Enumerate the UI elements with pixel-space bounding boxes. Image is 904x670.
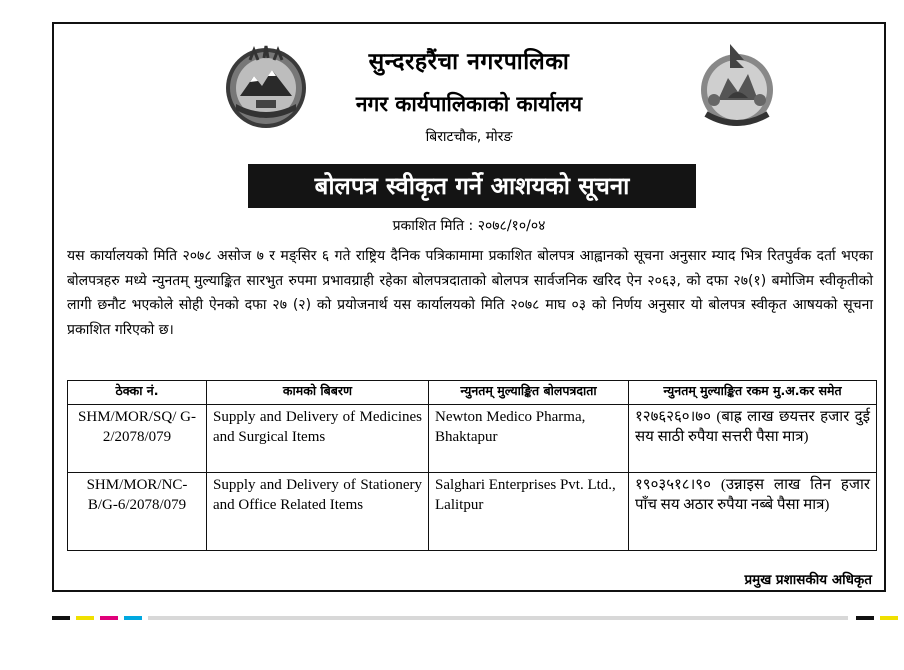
registration-mark <box>52 616 70 620</box>
registration-mark <box>148 616 848 620</box>
registration-mark <box>76 616 94 620</box>
amount-cell: १९०३५१८।९० (उन्नाइस लाख तिन हजार पाँच सय अठार रुपैया नब्बे पैसा मात्र) <box>629 473 877 551</box>
table-row <box>68 473 877 551</box>
org-name: सुन्दरहरैंचा नगरपालिका <box>368 48 570 75</box>
registration-mark <box>100 616 118 620</box>
contract-no-cell: SHM/MOR/SQ/ G-2/2078/079 <box>68 405 207 473</box>
bidder-cell: Newton Medico Pharma, Bhaktapur <box>429 405 629 473</box>
office-address: बिराटचौक, मोरङ <box>425 129 513 145</box>
notice-headline: बोलपत्र स्वीकृत गर्ने आशयको सूचना <box>248 164 696 208</box>
table-row <box>68 405 877 473</box>
signature-title: प्रमुख प्रशासकीय अधिकृत <box>744 572 872 588</box>
registration-mark <box>124 616 142 620</box>
contract-no-cell: SHM/MOR/NC- B/G-6/2078/079 <box>68 473 207 551</box>
award-table <box>67 380 877 551</box>
registration-mark <box>880 616 898 620</box>
notice-frame <box>52 22 886 592</box>
published-date: प्रकाशित मिति : २०७८/१०/०४ <box>392 218 546 234</box>
header-work: कामको बिबरण <box>207 381 429 405</box>
registration-mark <box>856 616 874 620</box>
header-bidder: न्युनतम् मुल्याङ्कित बोलपत्रदाता <box>429 381 629 405</box>
bidder-cell: Salghari Enterprises Pvt. Ltd., Lalitpur <box>429 473 629 551</box>
header-amount: न्युनतम् मुल्याङ्कित रकम मु.अ.कर समेत <box>629 381 877 405</box>
notice-body: यस कार्यालयको मिति २०७८ असोज ७ र मङ्सिर ६ गते राष्ट्रिय दैनिक पत्रिकामामा प्रकाशित बोलपत्र आह्वानको सूचना अनुसार म्याद भित्र रितपुर्वक दर्ता भएका बोलपत्रहरु मध्ये न्युनतम् मुल्याङ्कित सारभुत रुपमा प्रभावग्राही रहेका बोलपत्रदाताको बोलपत्र सार्वजनिक खरिद ऐन २०६३, को दफा २७(१) बमोजिम स्वीकृतीको लागी छनौट भएकोले सोही ऐनको दफा २७ (२) को प्रयोजनार्थ यस कार्यालयको मिति २०७८ माघ ०३ को निर्णय अनुसार यो बोलपत्र स्वीकृत आषयको सूचना प्रकाशित गरिएको छ। <box>67 248 873 338</box>
header-contract-no: ठेक्का नं. <box>68 381 207 405</box>
table-header-row <box>68 381 877 405</box>
amount-cell: १२७६२६०।७० (बाह्र लाख छयत्तर हजार दुई सय साठी रुपैया सत्तरी पैसा मात्र) <box>629 405 877 473</box>
office-name: नगर कार्यपालिकाको कार्यालय <box>355 91 583 116</box>
work-cell: Supply and Delivery of Medicines and Surgical Items <box>207 405 429 473</box>
work-cell: Supply and Delivery of Stationery and Office Related Items <box>207 473 429 551</box>
